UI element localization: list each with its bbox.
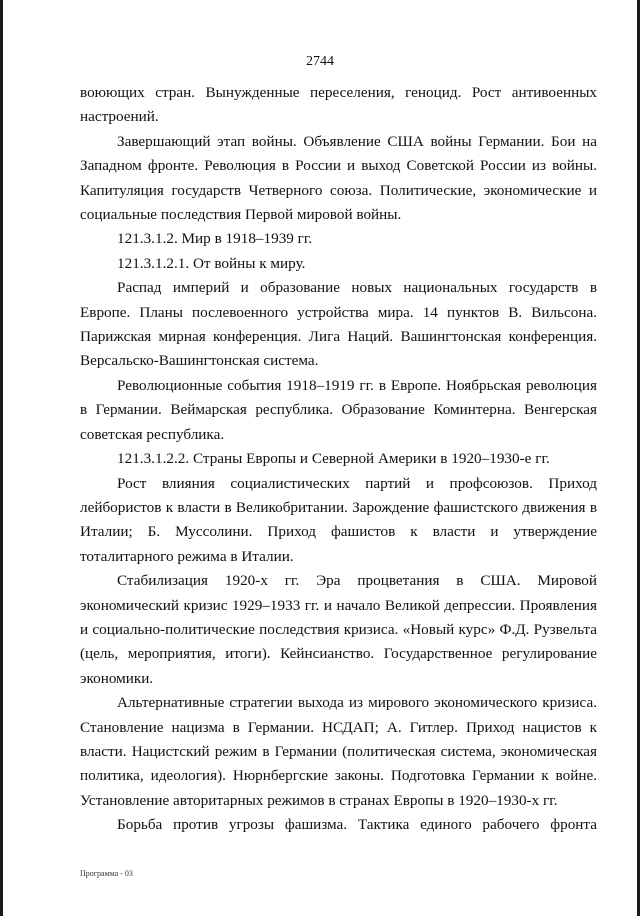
paragraph: Рост влияния социалистических партий и профсоюзов. Приход лейбористов к власти в Великобритании. Зарождение фашистского движения в Италии; Б. Муссолини. Приход фашистов к власти и утверждение тоталитарного режима в Италии. [80, 474, 597, 565]
section-heading: 121.3.1.2.2. Страны Европы и Северной Америки в 1920–1930-е гг. [117, 450, 550, 468]
paragraph: Альтернативные стратегии выхода из мирового экономического кризиса. Становление нацизма в Германии. НСДАП; А. Гитлер. Приход нацистов к власти. Нацистский режим в Германии (политическая система, экономическая политика, идеология). Нюрнбергские законы. Подготовка Германии к войне. Установление авторитарных режимов в странах Европы в 1920–1930-х гг. [80, 694, 597, 809]
paragraph: Стабилизация 1920-х гг. Эра процветания в США. Мировой экономический кризис 1929–1933 гг. и начало Великой депрессии. Проявления и социально-политические последствия кризиса. «Новый курс» Ф.Д. Рузвельта (цель, мероприятия, итоги). Кейнсианство. Государственное регулирование экономики. [80, 572, 597, 687]
paragraph-continuation: воюющих стран. Вынужденные переселения, геноцид. Рост антивоенных настроений. [80, 84, 597, 126]
document-body [80, 81, 597, 838]
page-number: 2744 [306, 54, 334, 69]
paragraph-truncated: Борьба против угрозы фашизма. Тактика единого рабочего фронта [117, 816, 597, 834]
scan-edge-left [0, 0, 3, 916]
footer-label: Программа - 03 [80, 869, 133, 878]
paragraph: Завершающий этап войны. Объявление США войны Германии. Бои на Западном фронте. Революция в России и выход Советской России из войны. Капитуляция государств Четверного союза. Политические, экономические и социальные последствия Первой мировой войны. [80, 132, 597, 224]
section-heading: 121.3.1.2.1. От войны к миру. [117, 254, 306, 272]
paragraph: Распад империй и образование новых национальных государств в Европе. Планы послевоенного устройства мира. 14 пунктов В. Вильсона. Парижская мирная конференция. Лига Наций. Вашингтонская конференция. Версальско-Вашингтонская система. [80, 279, 597, 370]
section-heading: 121.3.1.2. Мир в 1918–1939 гг. [117, 230, 313, 248]
paragraph: Революционные события 1918–1919 гг. в Европе. Ноябрьская революция в Германии. Веймарская республика. Образование Коминтерна. Венгерская советская республика. [80, 376, 597, 443]
